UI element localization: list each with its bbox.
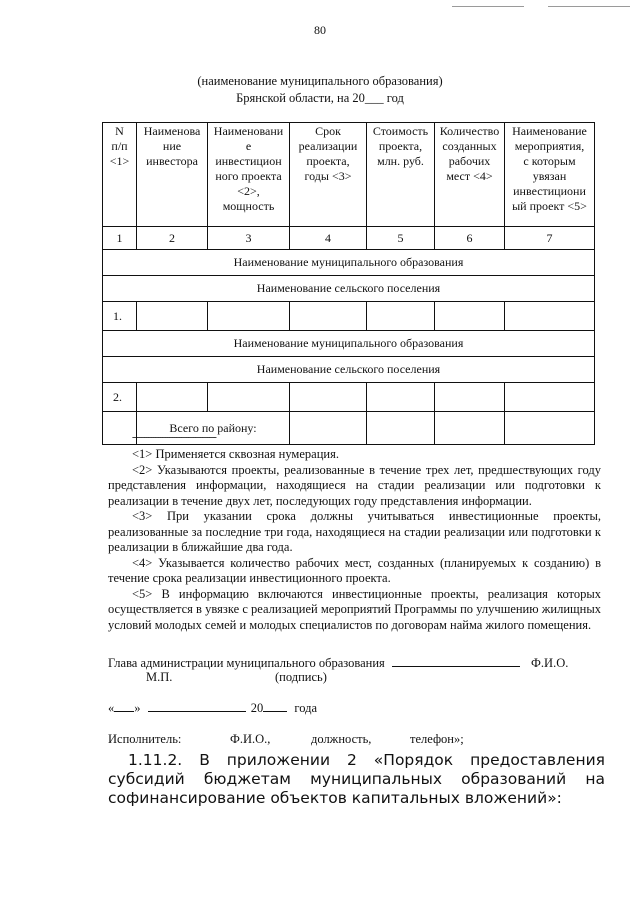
signature-caption: (подпись) — [275, 670, 327, 684]
executor-label: Исполнитель: — [108, 732, 182, 746]
footnote-1: <1> Применяется сквозная нумерация. — [132, 447, 339, 461]
footnotes — [108, 447, 601, 633]
page-number: 80 — [314, 23, 326, 37]
table-cell — [290, 302, 367, 331]
column-number: 5 — [367, 227, 435, 250]
table-cell — [367, 412, 435, 445]
table-cell — [435, 412, 505, 445]
table-cell — [435, 302, 505, 331]
stamp-label: М.П. — [146, 670, 173, 684]
table-cell — [505, 412, 595, 445]
executor-phone: телефон»; — [410, 732, 464, 746]
footnote-2: <2> Указываются проекты, реализованные в течение трех лет, предшествующих году представления информации, находящиеся на стадии реализации или подготовки к реализации в течение двух лет, последующих году представления информации. — [108, 462, 601, 508]
year-suffix: года — [294, 701, 317, 715]
col-header-activity: Наименование мероприятия, с которым увязан инвестициони ый проект <5> — [505, 123, 595, 227]
row-number: 2. — [103, 383, 137, 412]
col-header-project-name: Наименовани е инвестицион ного проекта <2>, мощность — [208, 123, 290, 227]
section-rural-label: Наименование сельского поселения — [103, 357, 595, 383]
day-blank — [114, 700, 134, 712]
table-cell — [505, 383, 595, 412]
table-cell — [435, 383, 505, 412]
amendment-text: 1.11.2. В приложении 2 «Порядок предоставления субсидий бюджетам муниципальных образований на софинансирование объектов капитальных вложений»: — [108, 751, 605, 807]
executor-position: должность, — [311, 732, 372, 746]
col-header-investor: Наименова ние инвестора — [137, 123, 208, 227]
table-cell — [208, 302, 290, 331]
section-row — [103, 250, 595, 276]
month-blank — [148, 700, 246, 712]
fio-label: Ф.И.О. — [531, 656, 569, 670]
row-number: 1. — [103, 302, 137, 331]
footnote-4: <4> Указывается количество рабочих мест, созданных (планируемых к созданию) в течение срока реализации инвестиционного проекта. — [108, 555, 601, 585]
total-label: Всего по району: — [137, 412, 290, 445]
footnote-3: <3> При указании срока должны учитываться инвестиционные проекты, реализованные за последние три года, находящиеся на стадии реализации или подготовки к реализации в ближайшие два года. — [108, 509, 601, 554]
column-number: 1 — [103, 227, 137, 250]
section-row — [103, 331, 595, 357]
table-row — [103, 383, 595, 412]
year-blank — [263, 700, 287, 712]
column-number: 2 — [137, 227, 208, 250]
header-line-2: Брянской области, на 20___ год — [236, 91, 404, 105]
investment-projects-table — [102, 122, 595, 445]
table-cell — [367, 383, 435, 412]
col-header-cost: Стоимость проекта, млн. руб. — [367, 123, 435, 227]
col-header-term: Срок реализации проекта, годы <3> — [290, 123, 367, 227]
column-number: 6 — [435, 227, 505, 250]
signature-line — [108, 655, 568, 671]
date-open-quote: « — [108, 701, 115, 715]
amendment-paragraph — [108, 751, 605, 808]
column-number: 7 — [505, 227, 595, 250]
head-label: Глава администрации муниципального образования — [108, 656, 385, 670]
section-rural-label: Наименование сельского поселения — [103, 276, 595, 302]
table-cell — [290, 412, 367, 445]
table-cell — [290, 383, 367, 412]
footnote-5: <5> В информацию включаются инвестиционные проекты, реализация которых осуществляется в увязке с реализацией мероприятий Программы по улучшению жилищных условий молодых семей и молодых специалистов по договорам найма жилого помещения. — [108, 586, 601, 632]
table-cell — [208, 383, 290, 412]
section-row — [103, 276, 595, 302]
top-scan-line-right — [548, 6, 630, 7]
header-line-1: (наименование муниципального образования) — [197, 74, 443, 88]
table-cell — [505, 302, 595, 331]
year-prefix: 20 — [250, 701, 264, 715]
column-numbers-row — [103, 227, 595, 250]
table-row — [103, 302, 595, 331]
table-cell — [137, 302, 208, 331]
signature-blank — [392, 655, 520, 667]
column-number: 3 — [208, 227, 290, 250]
table-cell — [367, 302, 435, 331]
footnote-separator: ------------------------------------ — [132, 432, 216, 443]
section-municipal-label: Наименование муниципального образования — [103, 250, 595, 276]
col-header-number: N п/п <1> — [103, 123, 137, 227]
table-cell — [137, 383, 208, 412]
date-line — [108, 700, 317, 716]
executor-fio: Ф.И.О., — [230, 732, 271, 746]
section-municipal-label: Наименование муниципального образования — [103, 331, 595, 357]
date-close-quote: » — [134, 701, 141, 715]
top-scan-line-left — [452, 6, 524, 7]
section-row — [103, 357, 595, 383]
table-header-row — [103, 123, 595, 227]
col-header-jobs: Количество созданных рабочих мест <4> — [435, 123, 505, 227]
column-number: 4 — [290, 227, 367, 250]
